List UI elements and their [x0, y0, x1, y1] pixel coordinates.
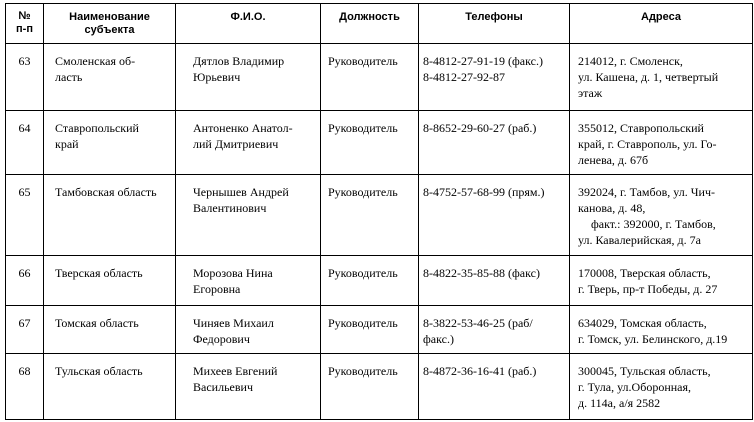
cell-fio-line: Егоровна [193, 282, 241, 296]
cell-address-line: 170008, Тверская область, [578, 266, 711, 280]
cell-fio [176, 175, 321, 256]
cell-phones-line: 8-4752-57-68-99 (прям.) [423, 185, 545, 199]
cell-position: Руководитель [321, 306, 419, 354]
cell-subject [44, 256, 176, 306]
cell-fio [176, 256, 321, 306]
cell-address-line: г. Томск, ул. Белинского, д.19 [578, 332, 728, 346]
cell-subject-line: Тверская область [55, 266, 143, 280]
contacts-table [5, 3, 753, 420]
cell-address-line: д. 114а, а/я 2582 [578, 396, 661, 410]
cell-position: Руководитель [321, 354, 419, 420]
cell-position: Руководитель [321, 44, 419, 111]
header-position: Должность [321, 4, 419, 44]
cell-subject-line: край [55, 137, 79, 151]
cell-phones-line: 8-4872-36-16-41 (раб.) [423, 364, 537, 378]
table-row [6, 306, 753, 354]
cell-phones-line: 8-4812-27-92-87 [423, 70, 505, 84]
cell-fio-line: Морозова Нина [193, 266, 273, 280]
cell-fio-line: Юрьевич [193, 70, 241, 84]
cell-subject [44, 354, 176, 420]
cell-phones [419, 354, 570, 420]
table-row [6, 44, 753, 111]
cell-fio-line: Дятлов Владимир [193, 54, 285, 68]
cell-subject-line: Ставропольский [55, 121, 139, 135]
cell-address-line: канова, д. 48, [578, 201, 646, 215]
header-address: Адреса [570, 4, 753, 44]
cell-fio-line: Васильевич [193, 380, 253, 394]
cell-num: 67 [6, 306, 44, 354]
cell-address-line: 355012, Ставропольский [578, 121, 704, 135]
cell-fio [176, 44, 321, 111]
table-row [6, 256, 753, 306]
cell-address [570, 175, 753, 256]
cell-num: 68 [6, 354, 44, 420]
cell-num: 66 [6, 256, 44, 306]
cell-phones [419, 306, 570, 354]
cell-address-line: г. Тверь, пр-т Победы, д. 27 [578, 282, 718, 296]
cell-num: 65 [6, 175, 44, 256]
cell-fio-line: Чернышев Андрей [193, 185, 289, 199]
table-row [6, 175, 753, 256]
cell-subject-line: Смоленская об- [55, 54, 136, 68]
cell-subject-line: Тамбовская область [55, 185, 157, 199]
cell-subject [44, 175, 176, 256]
cell-address-line: 300045, Тульская область, [578, 364, 711, 378]
cell-address-line: край, г. Ставрополь, ул. Го- [578, 137, 717, 151]
header-fio: Ф.И.О. [176, 4, 321, 44]
cell-fio [176, 306, 321, 354]
table-row [6, 354, 753, 420]
cell-address [570, 111, 753, 175]
cell-address-line: факт.: 392000, г. Тамбов, [591, 217, 716, 231]
cell-fio-line: Валентинович [193, 201, 267, 215]
cell-fio-line: Антоненко Анатол- [193, 121, 293, 135]
cell-address-line: этаж [578, 86, 603, 100]
header-num: № п-п [6, 4, 44, 44]
cell-subject [44, 44, 176, 111]
cell-address [570, 256, 753, 306]
cell-address-line: 392024, г. Тамбов, ул. Чич- [578, 185, 716, 199]
cell-fio-line: лий Дмитриевич [193, 137, 279, 151]
cell-phones [419, 44, 570, 111]
cell-fio [176, 354, 321, 420]
cell-subject-line: Томская область [55, 316, 139, 330]
cell-subject [44, 111, 176, 175]
cell-fio-line: Федорович [193, 332, 250, 346]
cell-position: Руководитель [321, 256, 419, 306]
cell-phones [419, 175, 570, 256]
cell-address-line: 634029, Томская область, [578, 316, 707, 330]
cell-fio [176, 111, 321, 175]
header-subject: Наименование субъекта [44, 4, 176, 44]
cell-position: Руководитель [321, 175, 419, 256]
cell-phones-line: 8-4822-35-85-88 (факс) [423, 266, 540, 280]
cell-phones-line: факс.) [423, 332, 454, 346]
cell-address-line: ул. Кашена, д. 1, четвертый [578, 70, 719, 84]
table-row [6, 111, 753, 175]
header-phones: Телефоны [419, 4, 570, 44]
cell-phones [419, 256, 570, 306]
cell-phones-line: 8-8652-29-60-27 (раб.) [423, 121, 537, 135]
cell-address [570, 44, 753, 111]
cell-num: 64 [6, 111, 44, 175]
cell-subject-line: ласть [55, 70, 83, 84]
cell-phones-line: 8-3822-53-46-25 (раб/ [423, 316, 533, 330]
cell-num: 63 [6, 44, 44, 111]
cell-phones-line: 8-4812-27-91-19 (факс.) [423, 54, 543, 68]
cell-fio-line: Михеев Евгений [193, 364, 278, 378]
cell-fio-line: Чиняев Михаил [193, 316, 274, 330]
cell-phones [419, 111, 570, 175]
cell-address-line: г. Тула, ул.Оборонная, [578, 380, 692, 394]
cell-address [570, 306, 753, 354]
cell-address-line: ленева, д. 67б [578, 153, 649, 167]
cell-address-line: ул. Кавалерийская, д. 7а [578, 233, 701, 247]
cell-address [570, 354, 753, 420]
cell-subject-line: Тульская область [55, 364, 143, 378]
header-row [6, 4, 753, 44]
cell-address-line: 214012, г. Смоленск, [578, 54, 683, 68]
cell-position: Руководитель [321, 111, 419, 175]
cell-subject [44, 306, 176, 354]
